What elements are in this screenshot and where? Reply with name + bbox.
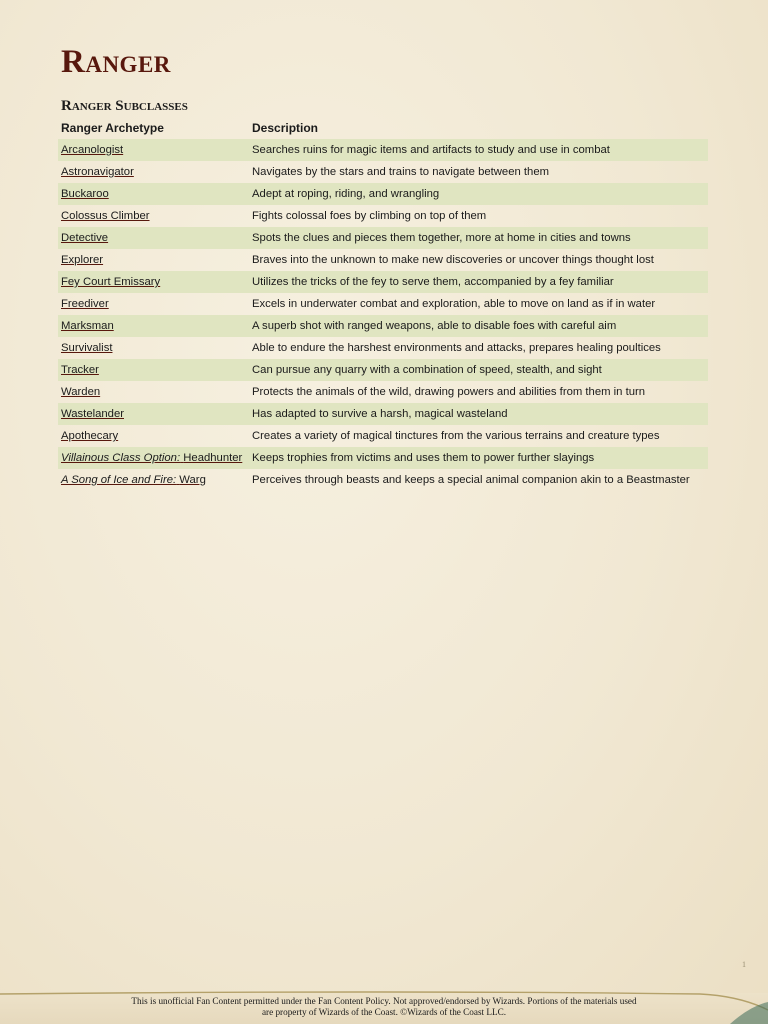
- archetype-description: Creates a variety of magical tinctures from the various terrains and creature types: [252, 430, 660, 442]
- archetype-link[interactable]: Detective: [61, 232, 109, 244]
- archetype-link[interactable]: [61, 474, 206, 486]
- table-row: [58, 425, 708, 447]
- table-row: [58, 205, 708, 227]
- archetype-link[interactable]: Colossus Climber: [61, 210, 150, 222]
- archetype-description: Keeps trophies from victims and uses them to power further slayings: [252, 452, 595, 464]
- archetype-link[interactable]: Tracker: [61, 364, 99, 376]
- table-row: [58, 293, 708, 315]
- archetype-description: Spots the clues and pieces them together, more at home in cities and towns: [252, 232, 631, 244]
- table-row: [58, 139, 708, 161]
- table-row: [58, 183, 708, 205]
- archetype-description: Able to endure the harshest environments and attacks, prepares healing poultices: [252, 342, 661, 354]
- page-title: Ranger: [61, 44, 171, 80]
- footer-line-1: This is unofficial Fan Content permitted under the Fan Content Policy. Not approved/endorsed by Wizards. Portions of the materials used: [131, 996, 637, 1006]
- subclass-table: [58, 117, 708, 491]
- table-row: [58, 359, 708, 381]
- table-row: [58, 161, 708, 183]
- archetype-name: Headhunter: [183, 452, 243, 464]
- archetype-description: Perceives through beasts and keeps a special animal companion akin to a Beastmaster: [252, 474, 690, 486]
- archetype-link[interactable]: Warden: [61, 386, 101, 398]
- archetype-name: Warg: [179, 474, 206, 486]
- archetype-link[interactable]: [61, 452, 242, 464]
- archetype-description: Protects the animals of the wild, drawing powers and abilities from them in turn: [252, 386, 646, 398]
- archetype-description: Can pursue any quarry with a combination of speed, stealth, and sight: [252, 364, 602, 376]
- table-row: [58, 315, 708, 337]
- page-number: 1: [742, 960, 746, 969]
- archetype-link[interactable]: Apothecary: [61, 430, 119, 442]
- archetype-link[interactable]: Fey Court Emissary: [61, 276, 161, 288]
- archetype-description: Has adapted to survive a harsh, magical wasteland: [252, 408, 508, 420]
- archetype-link[interactable]: Survivalist: [61, 342, 113, 354]
- archetype-description: Excels in underwater combat and exploration, able to move on land as if in water: [252, 298, 656, 310]
- section-title: Ranger Subclasses: [61, 98, 188, 114]
- archetype-link[interactable]: Arcanologist: [61, 144, 124, 156]
- archetype-description: Navigates by the stars and trains to navigate between them: [252, 166, 550, 178]
- table-header: [58, 117, 708, 139]
- table-row: [58, 469, 708, 491]
- archetype-description: Braves into the unknown to make new discoveries or uncover things thought lost: [252, 254, 654, 266]
- table-row: [58, 249, 708, 271]
- archetype-link[interactable]: Wastelander: [61, 408, 124, 420]
- header-description: Description: [252, 121, 319, 135]
- archetype-description: Fights colossal foes by climbing on top of them: [252, 210, 487, 222]
- table-row: [58, 271, 708, 293]
- footer-line-2: are property of Wizards of the Coast. ©Wizards of the Coast LLC.: [261, 1007, 507, 1017]
- archetype-description: Utilizes the tricks of the fey to serve them, accompanied by a fey familiar: [252, 276, 614, 288]
- archetype-description: Searches ruins for magic items and artifacts to study and use in combat: [252, 144, 610, 156]
- archetype-link[interactable]: Explorer: [61, 254, 104, 266]
- table-row: [58, 381, 708, 403]
- archetype-source: Villainous Class Option:: [61, 452, 181, 464]
- archetype-link[interactable]: Astronavigator: [61, 166, 134, 178]
- archetype-link[interactable]: Buckaroo: [61, 188, 109, 200]
- archetype-description: A superb shot with ranged weapons, able to disable foes with careful aim: [252, 320, 617, 332]
- archetype-link[interactable]: Freediver: [61, 298, 109, 310]
- table-row: [58, 227, 708, 249]
- table-row: [58, 337, 708, 359]
- table-row: [58, 403, 708, 425]
- table-row: [58, 447, 708, 469]
- footer-legal-text: [0, 996, 768, 1018]
- archetype-source: A Song of Ice and Fire:: [61, 474, 177, 486]
- archetype-link[interactable]: Marksman: [61, 320, 114, 332]
- archetype-description: Adept at roping, riding, and wrangling: [252, 188, 440, 200]
- header-archetype: Ranger Archetype: [61, 121, 164, 135]
